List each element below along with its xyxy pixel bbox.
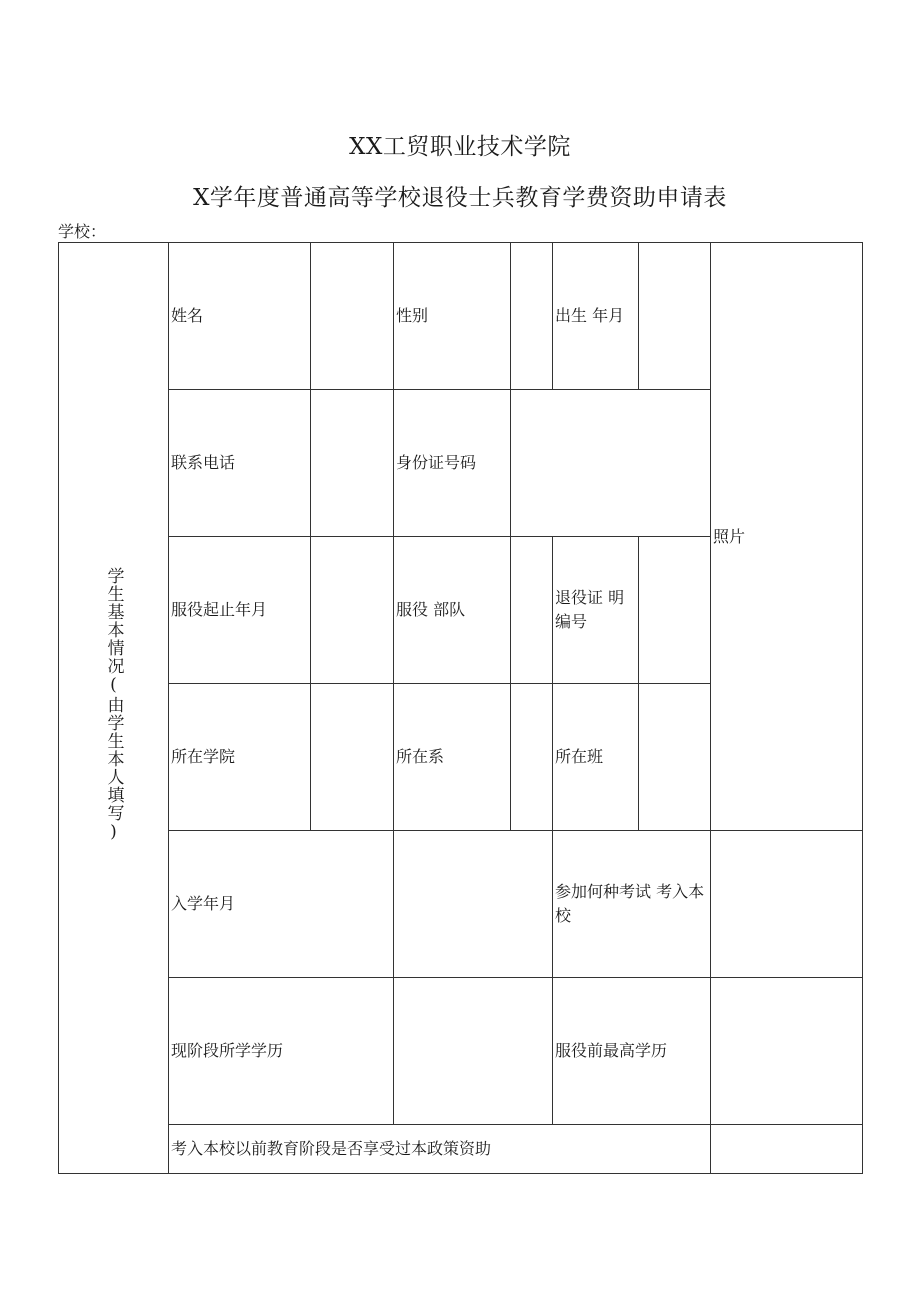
current-education-input-cell[interactable] bbox=[394, 978, 553, 1125]
class-label: 所在班 bbox=[553, 684, 639, 831]
service-unit-input-cell[interactable] bbox=[511, 537, 553, 684]
pre-service-education-label: 服役前最高学历 bbox=[553, 978, 711, 1125]
exam-type-label: 参加何种考试 考入本校 bbox=[553, 831, 711, 978]
discharge-cert-input-cell[interactable] bbox=[639, 537, 711, 684]
discharge-cert-label: 退役证 明编号 bbox=[553, 537, 639, 684]
section-label: 学生基本情况(由学生本人填写) bbox=[103, 566, 124, 843]
college-input-cell[interactable] bbox=[311, 684, 394, 831]
pre-service-education-input-cell[interactable] bbox=[711, 978, 863, 1125]
id-number-input-cell[interactable] bbox=[511, 390, 711, 537]
photo-cell[interactable]: 照片 bbox=[711, 243, 863, 831]
service-unit-label: 服役 部队 bbox=[394, 537, 511, 684]
birth-label: 出生 年月 bbox=[553, 243, 639, 390]
enrollment-date-input-cell[interactable] bbox=[394, 831, 553, 978]
phone-label: 联系电话 bbox=[169, 390, 311, 537]
enrollment-date-label: 入学年月 bbox=[169, 831, 394, 978]
college-title: XX工贸职业技术学院 bbox=[349, 134, 571, 160]
form-title: X学年度普通高等学校退役士兵教育学费资助申请表 bbox=[193, 185, 727, 211]
birth-input-cell[interactable] bbox=[639, 243, 711, 390]
exam-type-input-cell[interactable] bbox=[711, 831, 863, 978]
gender-input-cell[interactable] bbox=[511, 243, 553, 390]
department-label: 所在系 bbox=[394, 684, 511, 831]
application-form-table bbox=[58, 242, 863, 1174]
current-education-label: 现阶段所学学历 bbox=[169, 978, 394, 1125]
service-period-input-cell[interactable] bbox=[311, 537, 394, 684]
gender-label: 性别 bbox=[394, 243, 511, 390]
phone-input-cell[interactable] bbox=[311, 390, 394, 537]
id-number-label: 身份证号码 bbox=[394, 390, 511, 537]
department-input-cell[interactable] bbox=[511, 684, 553, 831]
class-input-cell[interactable] bbox=[639, 684, 711, 831]
section-label-cell bbox=[59, 243, 169, 1174]
prior-funding-label: 考入本校以前教育阶段是否享受过本政策资助 bbox=[169, 1125, 711, 1174]
service-period-label: 服役起止年月 bbox=[169, 537, 311, 684]
college-label: 所在学院 bbox=[169, 684, 311, 831]
prior-funding-input-cell[interactable] bbox=[711, 1125, 863, 1174]
name-input-cell[interactable] bbox=[311, 243, 394, 390]
school-label: 学校： bbox=[58, 222, 107, 241]
name-label: 姓名 bbox=[169, 243, 311, 390]
